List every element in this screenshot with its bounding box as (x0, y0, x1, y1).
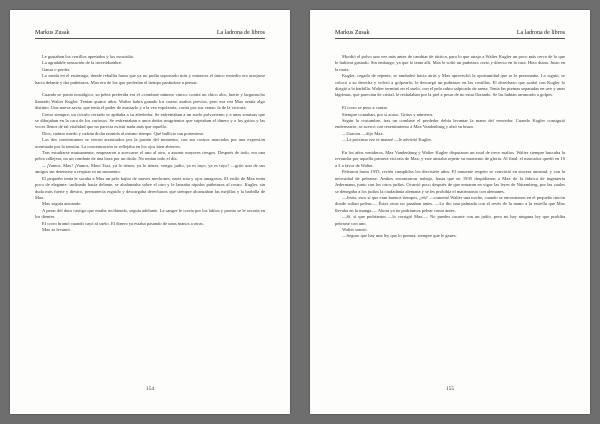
paragraph: Ganar o perder. (42, 66, 71, 72)
paragraph: —Jesús, esos sí que eran buenos tiempos, ¿eh? —comentó Walter una noche, cuando se encontraron en el pequeño rincón donde solían pelear—. Éstas otras no pasaban antes. —Le dio una palmada con el revés de la mano a la estrella que Max llevaba en la manga—. Ahora ya no podríamos pelear como antes. (335, 194, 565, 213)
left-page (10, 10, 290, 414)
header-author: Markus Zusak (35, 30, 70, 36)
paragraph: Le gustaban los cerrillos apretados y los oscuridio. (42, 54, 135, 59)
paragraph: Lo sentía en el estómago, donde rebullía hasta que ya no podía soportarlo más y entonces el único remedio era arrojarse hacia delante y dar puñetazos. Max era de los que preferían el tiempo parándose a pensar. (35, 73, 265, 85)
paragraph: A pesar del duro castigo que estaba recibiendo, seguía adelante. La sangre le corría por los labios y pronto se le secaría en los dientes. (35, 207, 265, 220)
paragraph: Pelearon hasta 1933, recién cumplidos los diecisiete años. El renuente respeto se convirtió en sincera amistad, y con la necesidad de pelearse. Ambos encontraron trabajo, hasta que en 1935 despidieron a Max de la fábrica de ingeniería Jedermann, junto con los otros judíos. Ocurrió poco después de que entraran en vigor las leyes de Núremberg, por las cuales se denegaba a los judíos la ciudadanía alemana y se les prohibía el matrimonio con alemanes. (335, 169, 565, 194)
paragraph: —La próxima vez te mataré —le advirtió Kugler. (342, 137, 432, 143)
right-page (310, 10, 590, 414)
running-header (35, 28, 265, 39)
paragraph: En los años venideros, Max Vandenburg y Walter Kugler disputaron un total de trece asaltos. Walter siempre buscaba la revancha por aquella primera victoria de Max, y este ansiaba repetir su momento de gloria. Al final, el marcador quedó en 10 a 3 a favor de Walter. (335, 150, 565, 168)
running-header (335, 28, 565, 39)
header-title: La ladrona de libros (516, 30, 565, 36)
paragraph: Kugler, cegado de repente, se tambaleó hacia atrás y Max aprovechó la oportunidad que se le presentaba. Lo siguió, se colocó a su derecha y volvió a golpearlo; le descargó un puñetazo en las costillas. El derechazo que acabó con Kugler lo dirigió a la barbilla. Walter terminó en el suelo, con el pelo rubio salpicado de arena. Tenía las piernas separadas en uve y unas lágrimas, que parecían de cristal, le resbalaban por la piel a pesar de no estar llorando. Se las habían arrancado a golpes. (335, 73, 565, 98)
paragraph: El pequeño tenía le sacaba a Max un pelo bajito de suaves mechones, nariz rota y ojos amagosos. El estilo de Max tenía poco de elegante: inclinado hacia delante, se abalanzaba sobre el otro y le lanzaba rápidos puñetazos al rostro. Kugler, sin duda más fuerte y diestro, permanecía erguido y descargaba derechazos que siempre alcanzaban las mejillas y la barbilla de Max. (35, 175, 265, 200)
paragraph: Mordió el polvo una vez más antes de cambiar de táctica, para lo que atrajo a Walter Kugler un poco más cerca de lo que le hubiera gustado. Sin embargo, ya que lo tenía allí, Max le soltó un puñetazo corto y directo en la cara. Hizo diana. Justo en la nariz. (335, 54, 565, 72)
paragraph: Dios, cuánto miedo y cuánta dicha reunida al mismo tiempo. Qué bullicio tan portentoso. (42, 130, 205, 136)
page-number: 155 (445, 386, 455, 392)
paragraph: El corro se puso a contar. (342, 105, 388, 111)
paragraph: —Gracias —dijo Max. (342, 130, 384, 136)
paragraph: Cuando se ponía nostálgico, su pelea preferida era el «combate número cinco» contra un chico alto, fuerte y larguirucho llamado Walter Kugler. Tenían quince años. Walter había ganado los cuatro asaltos previos, pero esa vez Max sentía algo distinto. Una nueva savia, que tenía el poder de asustarlo y a la vez espolearla, corría por sus venas: la de la victoria. (35, 92, 265, 111)
paragraph: Según la costumbre, tras un combate el perdedor debía levantar la mano del vencedor. Cuando Kugler consiguió enderezarse, se acercó con resentimiento a Max Vandenburg y alzó su brazo. (335, 118, 565, 130)
paragraph: Los dos contrincantes se vieron arrastrados por la pasión del momento, con sus rostros marcados por una expresión acentuada por la tensión. La concentración se reflejaba en los ojos bien abiertos. (35, 137, 265, 149)
paragraph: —Seguro que hay una ley que lo premia, siempre que le ganes. (342, 233, 457, 239)
paragraph: Como siempre, un círculo cerrado se apiñaba a su alrededor. Se enfrentaban a un suelo polvoriento y a unas sonrisas que se dibujaban en la cara de los curiosos. Se enfrentaban a unos dedos mugrientos que sujetaban el dinero y a los gritos y las voces llenos de tal vitalidad que no parecía existir nada más que aquello. (35, 111, 265, 130)
paragraph: El corro bramó cuando cayó al suelo. El dinero ya estaba pasando de unas manos a otras. (42, 220, 204, 226)
header-title: La ladrona de libros (216, 30, 265, 36)
paragraph: —Sí, sí que podríamos —lo corrigió Max—. No puedes casarte con un judío, pero no hay ninguna ley que prohíba pelearse con uno. (335, 214, 565, 226)
page-body (335, 54, 565, 372)
header-author: Markus Zusak (335, 30, 370, 36)
paragraph: Walter sonrió. (342, 226, 368, 232)
page-number: 154 (145, 386, 155, 392)
paragraph: —¡Vamos, Max! ¡Vamos, Maxi Taxi, ya lo tienes, ya lo tienes, venga, judío, ya es tuyo, ya es tuyo! —gritó uno de sus amigos sin detenerse a respirar ni un momento. (35, 162, 265, 175)
paragraph: Max seguía atacando. (42, 201, 82, 207)
paragraph: Tras estudiarse mutuamente, empezaron a acercarse el uno al otro, a asumir mayores riesgos. Después de todo, era una pelea callejera, no un combate de una hora por un título. No tenían todo el día. (35, 150, 265, 162)
page-body (35, 54, 265, 372)
paragraph: La agradable sensación de la incertidumbre. (42, 60, 123, 66)
paragraph: Siempre contaban, por si acaso. Gritos y números. (342, 111, 434, 117)
paragraph: Max se levantó. (42, 226, 71, 232)
